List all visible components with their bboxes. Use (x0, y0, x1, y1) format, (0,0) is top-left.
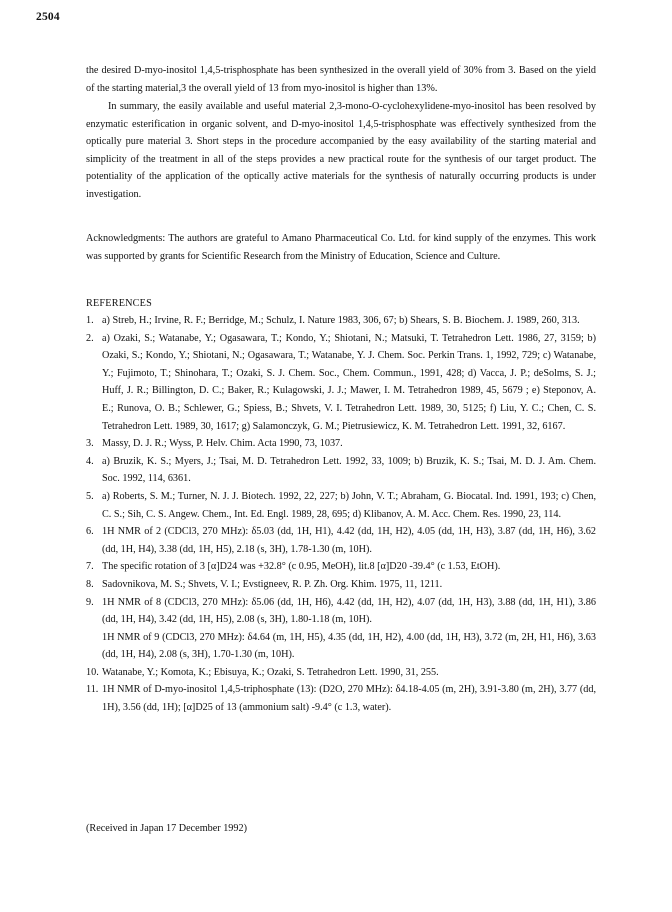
reference-item-6 (86, 523, 596, 558)
reference-number: 8. (86, 578, 94, 590)
reference-item-9 (86, 594, 596, 664)
reference-item-1 (86, 312, 596, 330)
reference-text: a) Streb, H.; Irvine, R. F.; Berridge, M.; Schulz, I. Nature 1983, 306, 67; b) Shears, S. B. Biochem. J. 1989, 260, 313. (102, 315, 580, 326)
reference-text: Watanabe, Y.; Komota, K.; Ebisuya, K.; Ozaki, S. Tetrahedron Lett. 1990, 31, 255. (102, 666, 439, 678)
reference-item-8 (86, 576, 596, 594)
reference-item-4 (86, 453, 596, 488)
reference-number: 10. (86, 666, 99, 678)
references-list (86, 312, 596, 717)
reference-text: The specific rotation of 3 [α]D24 was +32.8° (c 0.95, MeOH), lit.8 [α]D20 -39.4° (c 1.53, EtOH). (102, 561, 501, 573)
reference-text-continued: 1H NMR of 9 (CDCl3, 270 MHz): δ4.64 (m, 1H, H5), 4.35 (dd, 1H, H2), 4.00 (dd, 1H, H3), 3.72 (m, 2H, H1, H6), 3.63 (dd, 1H, H4), 2.08 (s, 3H), 1.70-1.30 (m, 10H). (102, 631, 596, 661)
reference-number: 7. (86, 561, 94, 573)
reference-text: Sadovnikova, M. S.; Shvets, V. I.; Evstigneev, R. P. Zh. Org. Khim. 1975, 11, 1211. (102, 578, 443, 590)
reference-item-5 (86, 488, 596, 523)
reference-text: 1H NMR of 8 (CDCl3, 270 MHz): δ5.06 (dd, 1H, H6), 4.42 (dd, 1H, H2), 4.07 (dd, 1H, H3), 3.88 (dd, 1H, H1), 3.86 (dd, 1H, H4), 3.42 (dd, 1H, H5), 2.08 (s, 3H), 1.80-1.18 (m, 10H). (102, 596, 596, 626)
reference-item-2 (86, 330, 596, 436)
references-heading: REFERENCES (86, 298, 152, 309)
reference-number: 9. (86, 596, 94, 608)
reference-text: 1H NMR of D-myo-inositol 1,4,5-triphosphate (13): (D2O, 270 MHz): δ4.18-4.05 (m, 2H), 3.91-3.80 (m, 2H), 3.77 (dd, 1H), 3.56 (dd, 1H); [α]D25 of 13 (ammonium salt) -9.4° (c 1.3, water). (102, 684, 596, 714)
reference-item-3 (86, 435, 596, 453)
page-number: 2504 (36, 11, 60, 23)
reference-text: a) Roberts, S. M.; Turner, N. J. J. Biotech. 1992, 22, 227; b) John, V. T.; Abraham, G. Biocatal. Ind. 1991, 193; c) Chen, C. S.; Sih, C. S. Angew. Chem., Int. Ed. Engl. 1989, 28, 695; d) Klibanov, A. M. Acc. Chem. Res. 1990, 23, 114. (102, 490, 596, 520)
reference-text: a) Ozaki, S.; Watanabe, Y.; Ogasawara, T.; Kondo, Y.; Shiotani, N.; Matsuki, T. Tetrahedron Lett. 1986, 27, 3159; b) Ozaki, S.; Kondo, Y.; Shiotani, N.; Ogasawara, T.; Watanabe, Y. J. Chem. Soc. Perkin Trans. 1, 1992, 729; c) Watanabe, Y.; Fujimoto, T.; Shinohara, T.; Ozaki, S. J. Chem. Soc., Chem. Commun., 1991, 428; d) Vacca, J. P.; deSolms, S. J.; Huff, J. R.; Billington, D. C.; Baker, R.; Kulagowski, J. J.; Mawer, I. M. Tetrahedron 1989, 45, 5679 ; e) Steponov, A. E.; Runova, O. B.; Schlewer, G.; Spiess, B.; Shvets, V. I. Tetrahedron Lett. 1989, 30, 5125; f) Liu, Y. C.; Chen, C. S. Tetrahedron Lett. 1989, 30, 1617; g) Salamonczyk, G. M.; Pietrusiewicz, K. M. Tetrahedron Lett. 1991, 32, 6167. (102, 332, 596, 432)
reference-number: 11. (86, 684, 99, 696)
reference-number: 4. (86, 455, 94, 467)
reference-text: a) Bruzik, K. S.; Myers, J.; Tsai, M. D. Tetrahedron Lett. 1992, 33, 1009; b) Bruzik, K. S.; Tsai, M. D. J. Am. Chem. Soc. 1992, 114, 6361. (102, 455, 596, 485)
reference-text: Massy, D. J. R.; Wyss, P. Helv. Chim. Acta 1990, 73, 1037. (102, 438, 343, 450)
reference-text: 1H NMR of 2 (CDCl3, 270 MHz): δ5.03 (dd, 1H, H1), 4.42 (dd, 1H, H2), 4.05 (dd, 1H, H3), 3.87 (dd, 1H, H6), 3.62 (dd, 1H, H4), 3.38 (dd, 1H, H5), 2.18 (s, 3H), 1.78-1.30 (m, 10H). (102, 526, 596, 555)
reference-item-10 (86, 664, 596, 682)
continuation-paragraph: the desired D-myo-inositol 1,4,5-trisphosphate has been synthesized in the overall yield of 30% from 3. Based on the yield of the starting material,3 the overall yield of 13 from myo-inositol is higher than 13%. (86, 65, 596, 94)
reference-number: 3. (86, 438, 94, 450)
summary-paragraph: In summary, the easily available and useful material 2,3-mono-O-cyclohexylidene-myo-inositol has been resolved by enzymatic esterification in organic solvent, and D-myo-inositol 1,4,5-trisphosphate was effectively synthesized from the optically pure material 3. Short steps in the procedure accompanied by the easy availability of the starting material and simplicity of the treatment in all of the steps provides a new practical route for the synthesis of our target product. The potentiality of the application of the optically active materials for the synthesis of naturally occurring products is under investigation. (86, 101, 596, 200)
reference-number: 5. (86, 490, 94, 502)
reference-number: 1. (86, 315, 94, 326)
reference-number: 2. (86, 332, 94, 344)
acknowledgments-paragraph: Acknowledgments: The authors are grateful to Amano Pharmaceutical Co. Ltd. for kind supply of the enzymes. This work was supported by grants for Scientific Research from the Ministry of Education, Science and Culture. (86, 233, 596, 262)
reference-item-11 (86, 681, 596, 716)
received-date: (Received in Japan 17 December 1992) (86, 823, 247, 834)
reference-number: 6. (86, 526, 94, 538)
reference-item-7 (86, 558, 596, 576)
